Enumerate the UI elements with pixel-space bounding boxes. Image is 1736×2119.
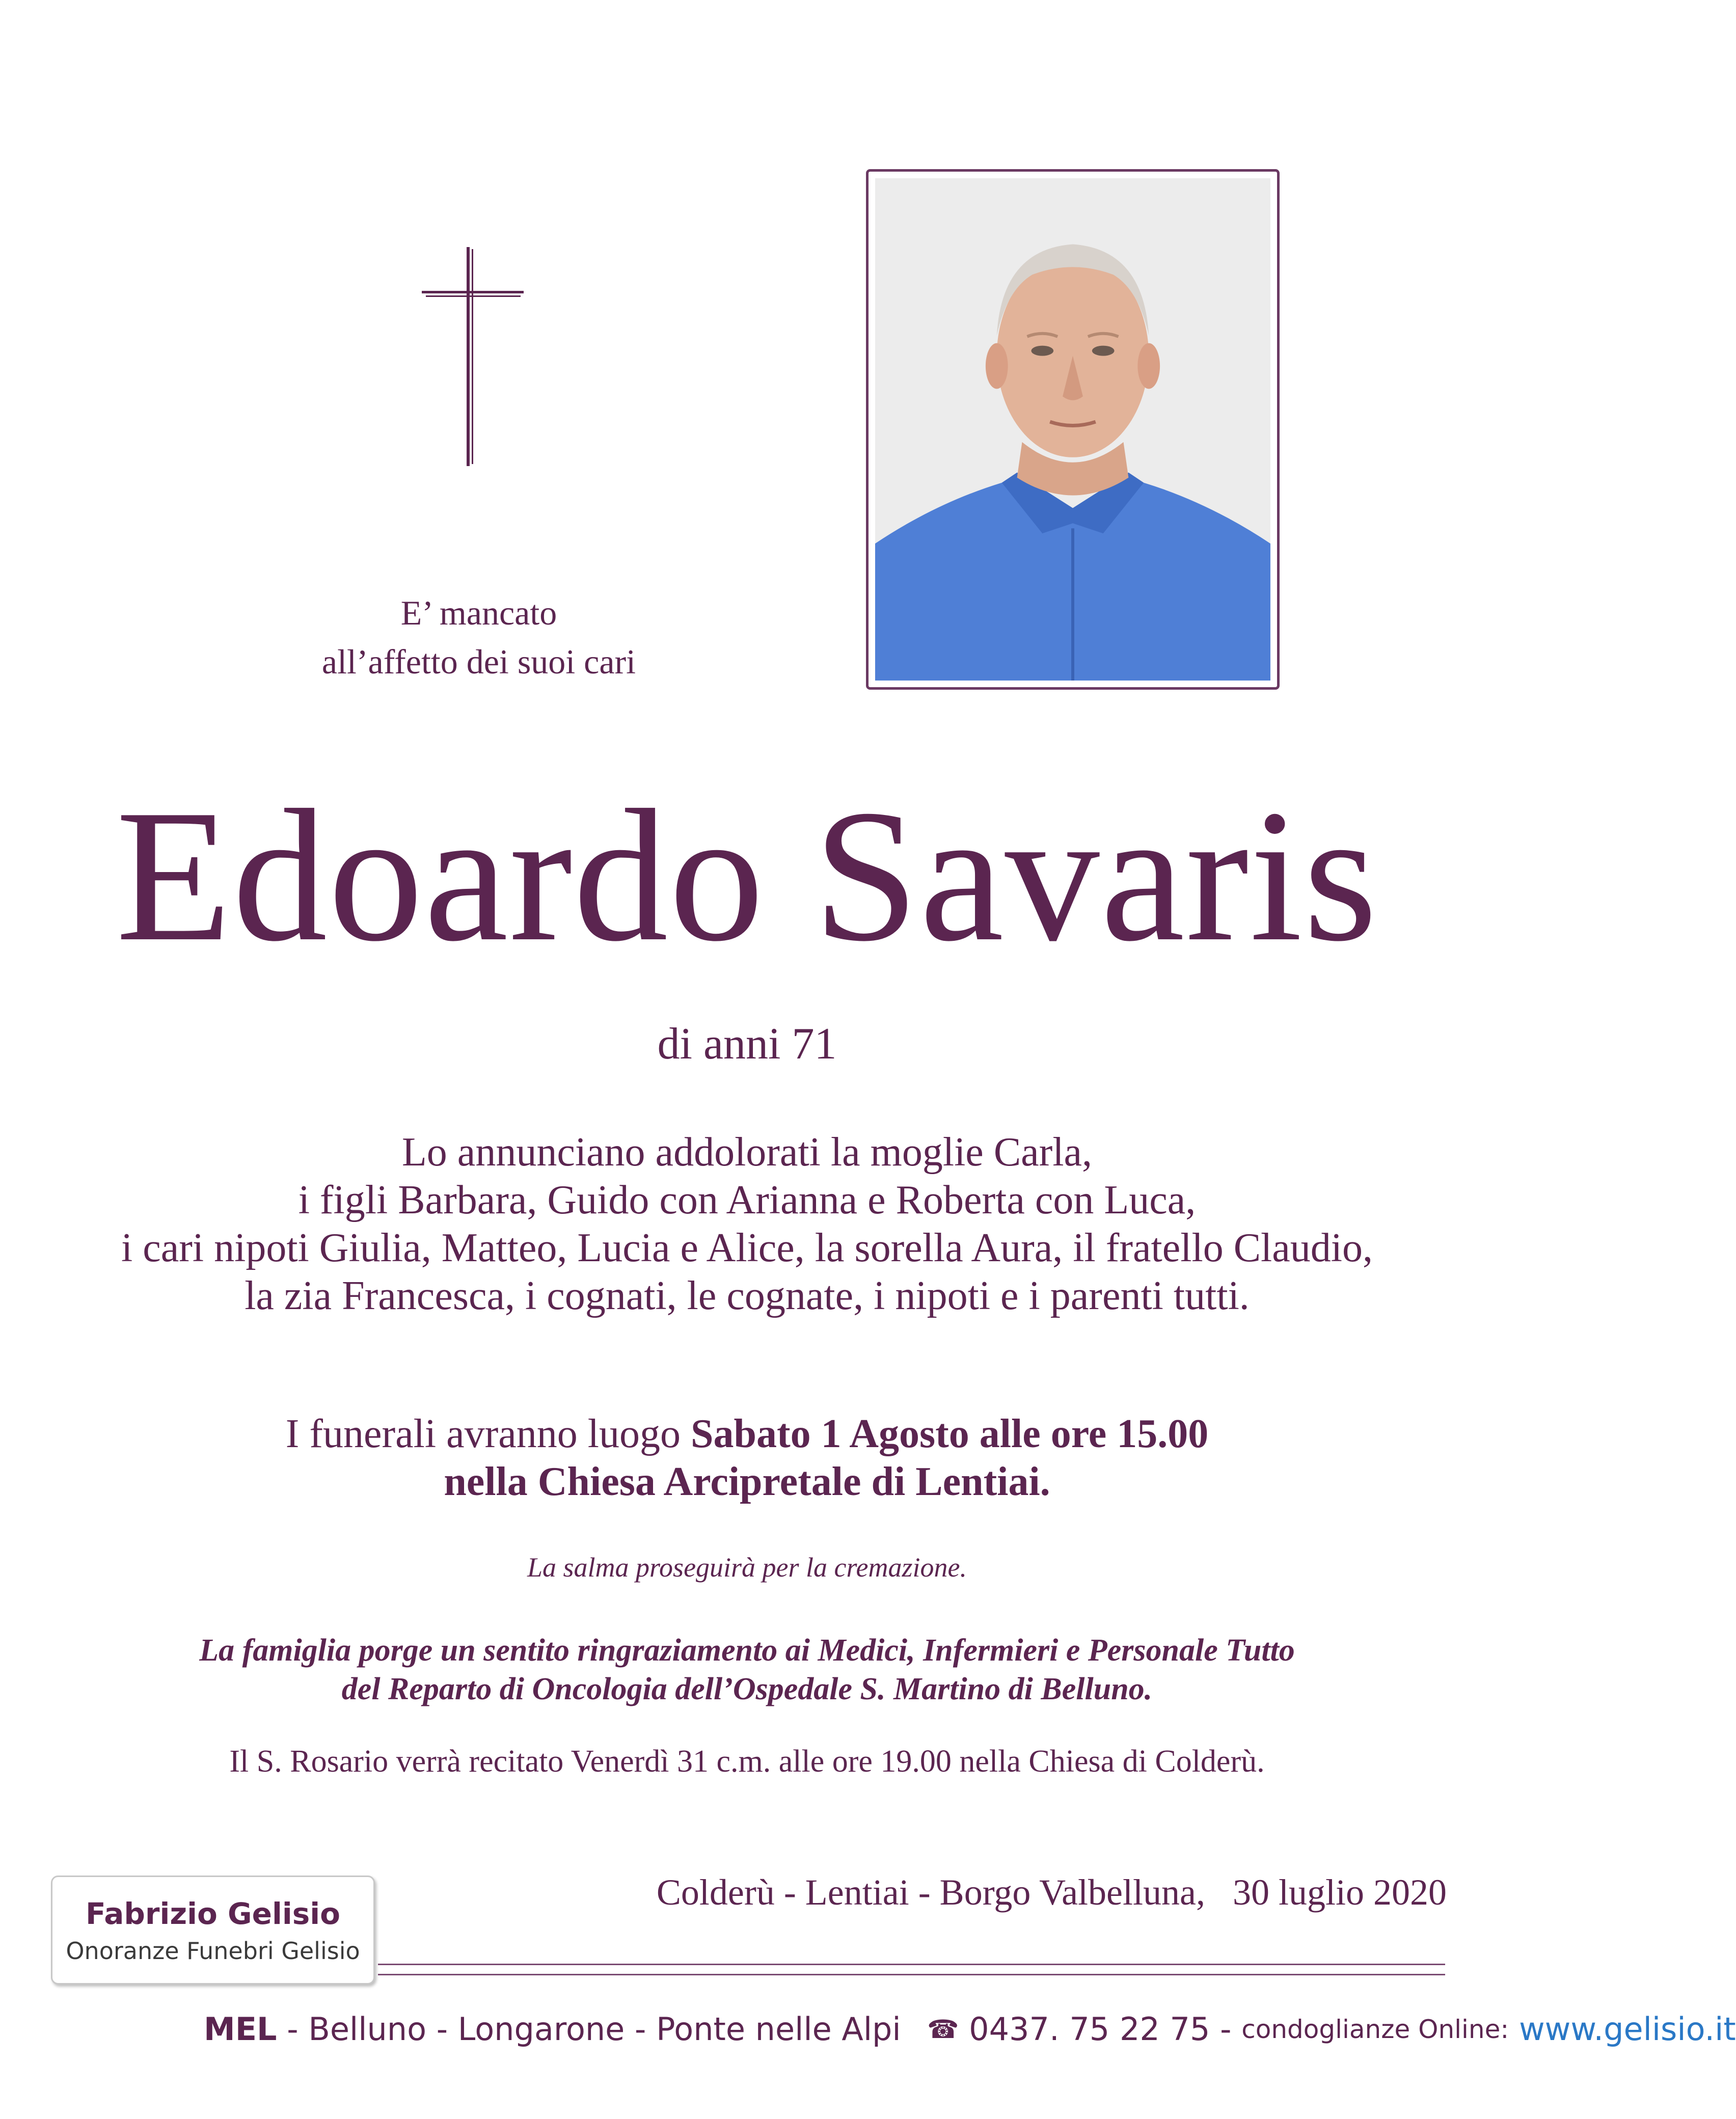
funeral-line-1 xyxy=(0,1410,1494,1458)
deceased-name: Edoardo Savaris xyxy=(116,771,1378,981)
divider-line xyxy=(378,1964,1445,1965)
footer-condolences: condoglianze Online: xyxy=(1241,2014,1509,2044)
portrait-image xyxy=(875,178,1270,681)
funeral-when: Sabato 1 Agosto alle ore 15.00 xyxy=(690,1411,1209,1456)
footer-phone: 0437. 75 22 75 - xyxy=(969,2010,1242,2048)
cremation-note: La salma proseguirà per la cremazione. xyxy=(527,1552,967,1583)
divider-line xyxy=(378,1974,1445,1975)
intro-line-1: E’ mancato xyxy=(400,593,557,632)
phone-icon: ☎ xyxy=(911,2014,959,2044)
funeral-where: nella Chiesa Arcipretale di Lentiai. xyxy=(444,1459,1050,1504)
announcement-line-2: i figli Barbara, Guido con Arianna e Roberta con Luca, xyxy=(298,1178,1196,1222)
agency-logo-box xyxy=(51,1876,375,1985)
agency-name: Fabrizio Gelisio xyxy=(86,1896,340,1931)
agency-subtitle: Onoranze Funebri Gelisio xyxy=(66,1937,360,1965)
website-link[interactable]: www.gelisio.it xyxy=(1518,2010,1736,2048)
footer-mel: MEL xyxy=(204,2010,277,2048)
funeral-prefix: I funerali avranno luogo xyxy=(285,1411,691,1456)
thanks-line-2: del Reparto di Oncologia dell’Ospedale S. Martino di Belluno. xyxy=(341,1672,1153,1706)
rosary-note: Il S. Rosario verrà recitato Venerdì 31 c.m. alle ore 19.00 nella Chiesa di Colderù. xyxy=(229,1744,1265,1779)
announcement-line-4: la zia Francesca, i cognati, le cognate, i nipoti e i parenti tutti. xyxy=(245,1273,1250,1318)
intro-text xyxy=(224,588,734,686)
footer-locations: - Belluno - Longarone - Ponte nelle Alpi xyxy=(277,2010,901,2048)
announcement-line-1: Lo annunciano addolorati la moglie Carla, xyxy=(401,1130,1093,1175)
place-date: Colderù - Lentiai - Borgo Valbelluna, 30 luglio 2020 xyxy=(656,1872,1447,1913)
footer-contact xyxy=(204,2004,1736,2050)
intro-line-2: all’affetto dei suoi cari xyxy=(321,642,636,681)
portrait-photo xyxy=(866,169,1280,690)
announcement-line-3: i cari nipoti Giulia, Matteo, Lucia e Alice, la sorella Aura, il fratello Claudio, xyxy=(121,1226,1373,1270)
cross-icon xyxy=(422,247,524,466)
deceased-age: di anni 71 xyxy=(657,1019,837,1069)
thanks-line-1: La famiglia porge un sentito ringraziamento ai Medici, Infermieri e Personale Tutto xyxy=(199,1633,1295,1668)
